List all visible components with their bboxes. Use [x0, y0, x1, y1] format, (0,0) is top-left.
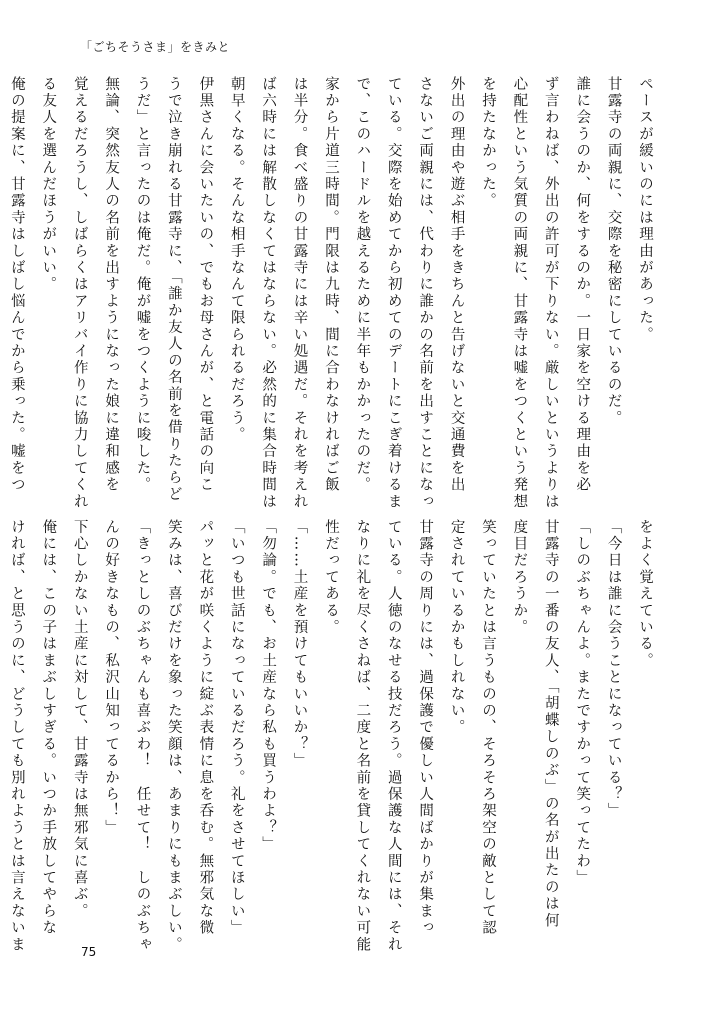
- text-line: る友人を選んだほうがいい。: [40, 76, 57, 294]
- text-line: 定されているかもしれない。: [448, 519, 465, 737]
- text-line: をよく覚えている。: [637, 519, 653, 670]
- text-line: 朝早くなる。そんな相手なんて限られるだろう。: [228, 76, 245, 444]
- text-line: ば六時には解散しなくてはならない。必然的に集合時間は: [260, 76, 277, 511]
- text-line: 俺の提案に、甘露寺はしばし悩んでから乗った。嘘をつ: [8, 76, 25, 494]
- text-line: 甘露寺の両親に、交際を秘密にしているのだ。: [605, 76, 622, 427]
- text-line: 「しのぶちゃんよ。またですかって笑ってたわ」: [574, 519, 591, 887]
- text-line: さないご両親には、代わりに誰かの名前を出すことになっ: [417, 76, 434, 511]
- text-line: ている。人徳のなせる技だろう。過保護な人間には、それ: [385, 519, 402, 954]
- text-line: 伊黒さんに会いたいの、でもお母さんが、と電話の向こ: [197, 76, 214, 494]
- text-line: 「……土産を預けてもいいか？」: [291, 519, 308, 770]
- text-line: で、このハードルを越えるために半年もかかったのだ。: [354, 76, 371, 494]
- text-line: を持たなかった。: [479, 76, 496, 210]
- text-line: 家から片道三時間。門限は九時、間に合わなければご飯: [322, 76, 339, 494]
- text-line: 性だってある。: [322, 519, 339, 636]
- text-line: 心配性という気質の両親に、甘露寺は嘘をつくという発想: [511, 76, 528, 511]
- text-line: 「今日は誰に会うことになっている？」: [605, 519, 622, 820]
- text-line: 「きっとしのぶちゃんも喜ぶわ！ 任せて！ しのぶちゃ: [134, 519, 151, 954]
- text-line: 「いつも世話になっているだろう。礼をさせてほしい」: [228, 519, 245, 937]
- text-line: なりに礼を尽くさねば、二度と名前を貸してくれない可能: [354, 519, 371, 954]
- text-line: んの好きなもの、私沢山知ってるから！」: [103, 519, 120, 837]
- text-line: は半分。食べ盛りの甘露寺には辛い処遇だ。それを考えれ: [291, 76, 308, 511]
- text-line: 誰に会うのか、何をするのか。一日家を空ける理由を必: [574, 76, 591, 494]
- text-line: 甘露寺の一番の友人、「胡蝶しのぶ」の名が出たのは何: [542, 519, 559, 930]
- text-line: 無論、突然友人の名前を出すようになった娘に違和感を: [103, 76, 120, 494]
- text-line: 外出の理由や遊ぶ相手をきちんと告げないと交通費を出: [448, 76, 465, 494]
- text-line: 笑みは、喜びだけを象った笑顔は、あまりにもまぶしい。: [165, 519, 182, 954]
- text-line: 「勿論。でも、お土産なら私も買うわよ？」: [260, 519, 277, 853]
- text-line: うだ」と言ったのは俺だ。俺が嘘をつくように唆した。: [134, 76, 151, 494]
- text-line: パッと花が咲くように綻ぶ表情に息を呑む。無邪気な微: [197, 519, 214, 937]
- text-line: ペースが緩いのには理由があった。: [637, 76, 653, 344]
- text-line: 下心しかない土産に対して、甘露寺は無邪気に喜ぶ。: [71, 519, 88, 920]
- text-line: 覚えるだろうし、しばらくはアリバイ作りに協力してくれ: [71, 76, 88, 511]
- text-block-top: [0, 76, 660, 511]
- text-line: 俺には、この子はまぶしすぎる。いつか手放してやらな: [40, 519, 57, 937]
- text-line: 笑っていたとは言うものの、そろそろ架空の敵として認: [479, 519, 496, 937]
- text-line: うで泣き崩れる甘露寺に、「誰か友人の名前を借りたらど: [165, 76, 182, 503]
- text-line: 度目だろうか。: [511, 519, 528, 636]
- text-line: ず言わねば、外出の許可が下りない。厳しいというよりは: [542, 76, 559, 511]
- page-number: 75: [81, 945, 97, 959]
- text-line: ている。交際を始めてから初めてのデートにこぎ着けるま: [385, 76, 402, 511]
- running-header: 「ごちそうさま」をきみと: [80, 40, 231, 54]
- text-line: ければ、と思うのに、どうしても別れようとは言えないま: [8, 519, 25, 954]
- text-line: 甘露寺の周りには、過保護で優しい人間ばかりが集まっ: [417, 519, 434, 937]
